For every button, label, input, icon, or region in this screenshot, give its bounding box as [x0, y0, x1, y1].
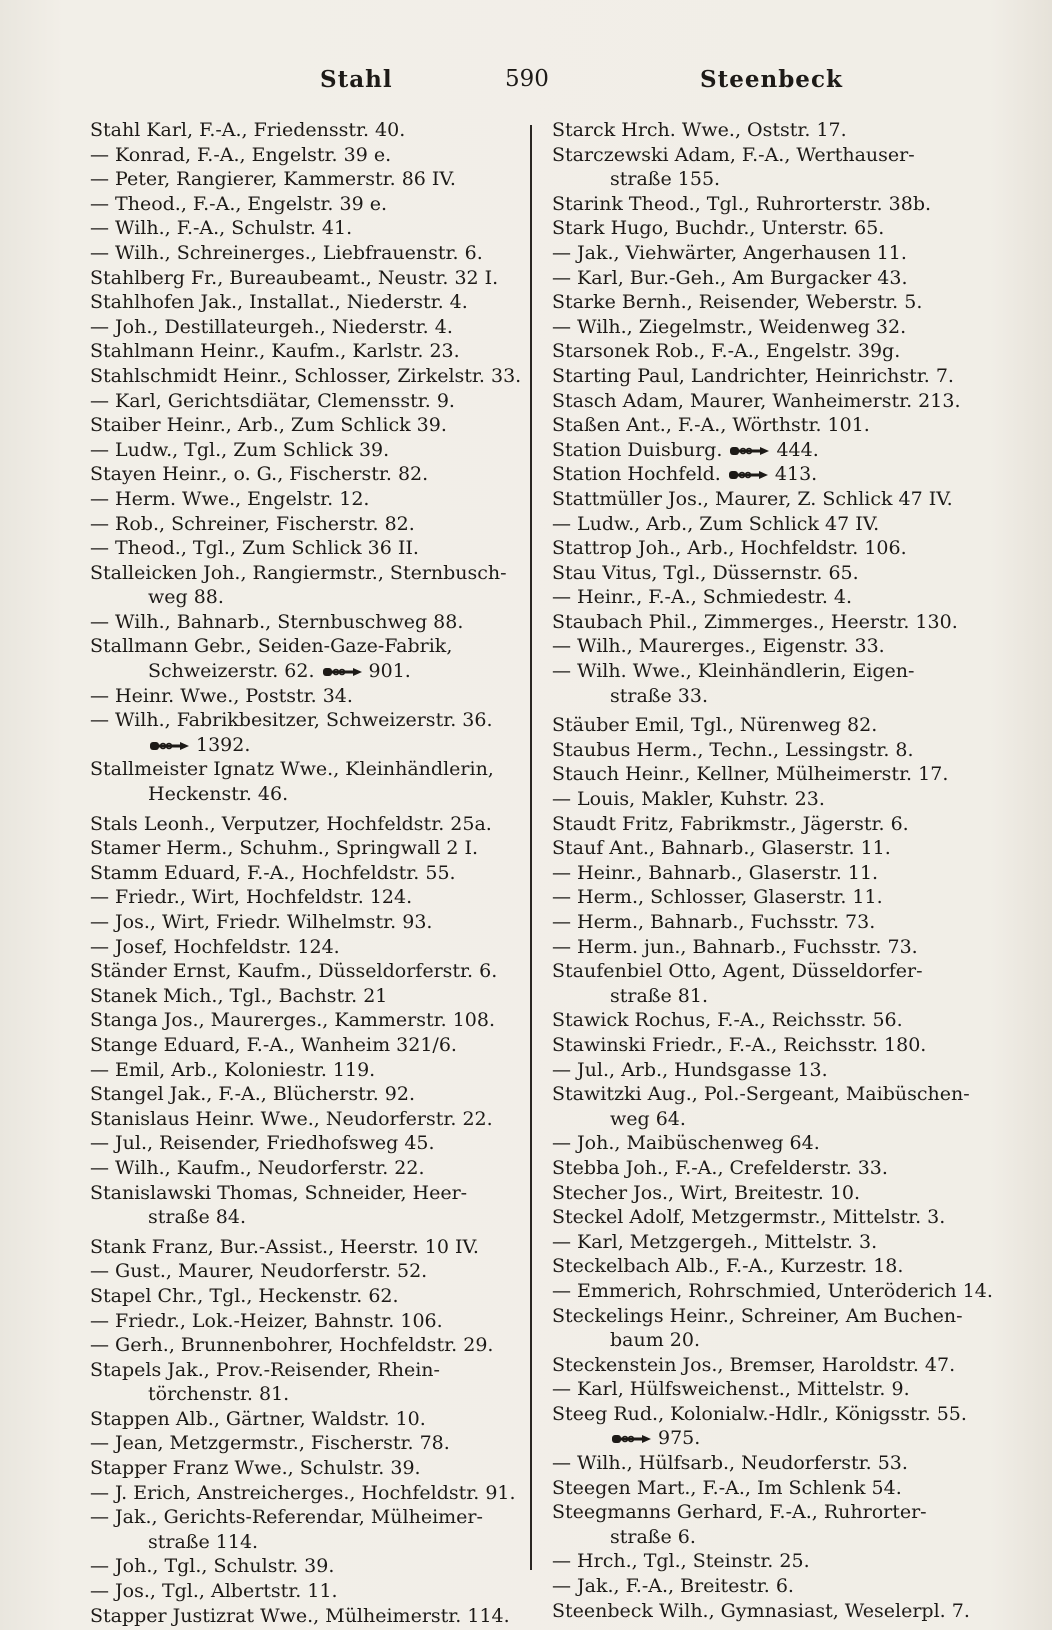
- telephone-icon: [729, 469, 769, 481]
- entry-text: Steegen Mart., F.-A., Im Schlenk 54.: [552, 1476, 902, 1499]
- entry-text: — Theod., F.-A., Engelstr. 39 e.: [90, 192, 387, 215]
- entry-text: Stattrop Joh., Arb., Hochfeldstr. 106.: [552, 537, 907, 560]
- directory-entry: [552, 143, 982, 192]
- entry-continuation: baum 20.: [610, 1329, 700, 1352]
- directory-entry: [552, 1549, 982, 1574]
- entry-text: Stappen Alb., Gärtner, Waldstr. 10.: [90, 1407, 426, 1430]
- telephone-number: 444.: [776, 438, 819, 461]
- directory-entry: [552, 462, 982, 487]
- directory-entry: [90, 1481, 516, 1506]
- entry-text: — Heinr., F.-A., Schmiedestr. 4.: [552, 586, 853, 609]
- entry-text: Starck Hrch. Wwe., Oststr. 17.: [552, 119, 847, 141]
- entry-text: — Hrch., Tgl., Steinstr. 25.: [552, 1550, 810, 1573]
- directory-entry: [552, 413, 982, 438]
- directory-entry: [552, 738, 982, 763]
- directory-entry: [90, 1604, 510, 1629]
- entry-continuation: Heckenstr. 46.: [148, 783, 289, 806]
- directory-entry: [552, 266, 982, 291]
- page-number: 590: [505, 66, 549, 92]
- entry-text: — Wilh., Hülfsarb., Neudorferstr. 53.: [552, 1452, 908, 1475]
- directory-entry: [552, 762, 982, 787]
- entry-text: — Wilh., Schreinerges., Liebfrauenstr. 6.: [90, 241, 483, 264]
- directory-entry: [552, 561, 982, 586]
- entry-text: — Jos., Wirt, Friedr. Wilhelmstr. 93.: [90, 911, 433, 933]
- directory-entry: [90, 959, 510, 984]
- entry-text: — Emil, Arb., Koloniestr. 119.: [90, 1058, 376, 1081]
- directory-entry: [552, 1353, 982, 1378]
- entry-continuation: straße 84.: [148, 1206, 246, 1229]
- entry-text: Steckel Adolf, Metzgermstr., Mittelstr. 3.: [552, 1206, 946, 1229]
- directory-entry: [90, 1358, 510, 1407]
- directory-entry: [90, 536, 510, 561]
- entry-text: — Joh., Tgl., Schulstr. 39.: [90, 1555, 335, 1578]
- directory-entry: [90, 935, 510, 960]
- entry-text: — Emmerich, Rohrschmied, Unteröderich 14.: [552, 1279, 993, 1302]
- directory-entry: [90, 1456, 510, 1481]
- directory-entry: [90, 1407, 510, 1432]
- entry-text: Staudt Fritz, Fabrikmstr., Jägerstr. 6.: [552, 812, 909, 835]
- directory-entry: [552, 610, 982, 635]
- entry-text: — Karl, Gerichtsdiätar, Clemensstr. 9.: [90, 389, 455, 412]
- entry-text: Stahlschmidt Heinr., Schlosser, Zirkelstr. 33.: [90, 364, 522, 387]
- directory-entry: [90, 364, 522, 389]
- entry-text: Stecher Jos., Wirt, Breitestr. 10.: [552, 1181, 861, 1204]
- directory-entry: [90, 910, 510, 935]
- entry-text: Ständer Ernst, Kaufm., Düsseldorferstr. 6.: [90, 960, 498, 983]
- entry-continuation: straße 81.: [610, 984, 708, 1007]
- left-column: [90, 118, 522, 1628]
- directory-entry: [90, 1431, 510, 1456]
- directory-entry: [552, 118, 982, 143]
- telephone-line: [90, 733, 510, 758]
- directory-entry: [552, 290, 982, 315]
- entry-text: — Karl, Metzgergeh., Mittelstr. 3.: [552, 1230, 878, 1253]
- directory-entry: [90, 487, 510, 512]
- directory-entry: [552, 585, 982, 610]
- entry-text: Staubach Phil., Zimmerges., Heerstr. 130.: [552, 610, 958, 633]
- entry-text: Stebba Joh., F.-A., Crefelderstr. 33.: [552, 1156, 888, 1179]
- entry-text: Stanek Mich., Tgl., Bachstr. 21: [90, 984, 388, 1007]
- entry-text: Stahlmann Heinr., Kaufm., Karlstr. 23.: [90, 340, 460, 363]
- page-header: [90, 66, 980, 100]
- directory-entry: [90, 315, 510, 340]
- directory-entry: [90, 1008, 510, 1033]
- entry-text: — Friedr., Wirt, Hochfeldstr. 124.: [90, 886, 413, 909]
- entry-text: — Peter, Rangierer, Kammerstr. 86 IV.: [90, 168, 456, 191]
- entry-text: — Joh., Destillateurgeh., Niederstr. 4.: [90, 315, 453, 338]
- entry-text: Stawitzki Aug., Pol.-Sergeant, Maibüschen-: [552, 1083, 970, 1106]
- entry-text: Steeg Rud., Kolonialw.-Hdlr., Königsstr. 55.: [552, 1402, 967, 1425]
- directory-entry: [90, 561, 510, 610]
- directory-entry: [90, 1579, 510, 1604]
- directory-entry: [552, 861, 982, 886]
- entry-continuation: weg 88.: [148, 586, 224, 609]
- directory-entry: [552, 959, 982, 1008]
- entry-text: — Wilh., Maurerges., Eigenstr. 33.: [552, 635, 885, 658]
- directory-entry: [90, 462, 510, 487]
- entry-text: Stattmüller Jos., Maurer, Z. Schlick 47 IV.: [552, 487, 953, 510]
- entry-text: — Josef, Hochfeldstr. 124.: [90, 935, 340, 958]
- directory-entry: [552, 1304, 982, 1353]
- directory-entry: [552, 1599, 982, 1624]
- telephone-icon: [323, 666, 363, 678]
- entry-text: Stamm Eduard, F.-A., Hochfeldstr. 55.: [90, 861, 456, 884]
- directory-entry: [90, 1156, 510, 1181]
- directory-entry: [552, 910, 982, 935]
- entry-text: Stasch Adam, Maurer, Wanheimerstr. 213.: [552, 389, 961, 412]
- entry-text: — Karl, Bur.-Geh., Am Burgacker 43.: [552, 266, 908, 289]
- entry-text: — Wilh., Bahnarb., Sternbuschweg 88.: [90, 610, 464, 633]
- directory-entry: [552, 1058, 982, 1083]
- entry-text: — Friedr., Lok.-Heizer, Bahnstr. 106.: [90, 1309, 443, 1332]
- entry-text: Stallmeister Ignatz Wwe., Kleinhändlerin,: [90, 758, 494, 781]
- directory-entry: [90, 684, 510, 709]
- directory-entry: [552, 339, 982, 364]
- directory-entry: [552, 1279, 993, 1304]
- entry-text: — J. Erich, Anstreicherges., Hochfeldstr. 91.: [90, 1481, 516, 1504]
- entry-text: Staßen Ant., F.-A., Wörthstr. 101.: [552, 414, 870, 437]
- header-last-entry: Steenbeck: [700, 66, 843, 93]
- directory-entry: [552, 1008, 982, 1033]
- directory-entry: [552, 1402, 982, 1451]
- entry-text: — Konrad, F.-A., Engelstr. 39 e.: [90, 143, 392, 166]
- header-first-entry: Stahl: [320, 66, 393, 93]
- entry-text: Stapper Justizrat Wwe., Mülheimerstr. 114.: [90, 1604, 510, 1627]
- directory-entry: [90, 708, 510, 757]
- directory-entry: [552, 1476, 982, 1501]
- entry-text: — Jul., Reisender, Friedhofsweg 45.: [90, 1132, 435, 1155]
- directory-entry: [552, 536, 982, 561]
- directory-entry: [90, 1284, 510, 1309]
- entry-text: Stank Franz, Bur.-Assist., Heerstr. 10 IV.: [90, 1235, 479, 1258]
- directory-entry: [552, 364, 982, 389]
- directory-entry: [90, 610, 510, 635]
- directory-entry: [90, 1082, 510, 1107]
- entry-text: Starink Theod., Tgl., Ruhrorterstr. 38b.: [552, 192, 932, 215]
- entry-text: Steckelings Heinr., Schreiner, Am Buchen-: [552, 1304, 963, 1327]
- entry-continuation: straße 155.: [610, 168, 721, 191]
- directory-entry: [552, 713, 982, 738]
- entry-text: — Wilh., Kaufm., Neudorferstr. 22.: [90, 1156, 425, 1179]
- entry-text: Starting Paul, Landrichter, Heinrichstr. 7.: [552, 364, 954, 387]
- directory-entry: [90, 118, 510, 143]
- directory-entry: [90, 1131, 510, 1156]
- entry-text: — Wilh., F.-A., Schulstr. 41.: [90, 217, 353, 240]
- entry-text: — Rob., Schreiner, Fischerstr. 82.: [90, 512, 415, 535]
- directory-entry: [552, 836, 982, 861]
- directory-entry: [552, 1181, 982, 1206]
- entry-text: — Karl, Hülfsweichenst., Mittelstr. 9.: [552, 1378, 910, 1401]
- entry-continuation: straße 33.: [610, 684, 708, 707]
- entry-text: Stanislawski Thomas, Schneider, Heer-: [90, 1181, 468, 1204]
- entry-text: — Herm. Wwe., Engelstr. 12.: [90, 487, 370, 510]
- entry-text: — Wilh., Ziegelmstr., Weidenweg 32.: [552, 315, 907, 338]
- directory-entry: [90, 167, 510, 192]
- directory-entry: [552, 1156, 982, 1181]
- entry-text: — Ludw., Tgl., Zum Schlick 39.: [90, 438, 390, 461]
- entry-text: Steenbeck Wilh., Gymnasiast, Weselerpl. 7.: [552, 1599, 970, 1622]
- entry-continuation: straße 114.: [148, 1530, 259, 1553]
- directory-entry: [90, 216, 510, 241]
- entry-text: Steegmanns Gerhard, F.-A., Ruhrorter-: [552, 1501, 927, 1524]
- entry-text: Stahl Karl, F.-A., Friedensstr. 40.: [90, 119, 406, 141]
- directory-entry: [552, 438, 982, 463]
- directory-entry: [90, 1333, 510, 1358]
- telephone-icon: [612, 1433, 652, 1445]
- telephone-number: 413.: [774, 463, 818, 486]
- directory-entry: [552, 315, 982, 340]
- entry-text: Stark Hugo, Buchdr., Unterstr. 65.: [552, 217, 885, 240]
- directory-entry: [552, 1033, 982, 1058]
- directory-entry: [90, 1309, 510, 1334]
- directory-entry: [90, 290, 510, 315]
- entry-text: Stanislaus Heinr. Wwe., Neudorferstr. 22.: [90, 1107, 493, 1130]
- entry-text: — Heinr., Bahnarb., Glaserstr. 11.: [552, 861, 879, 884]
- directory-entry: [552, 389, 982, 414]
- telephone-icon: [730, 445, 770, 457]
- entry-text: Starke Bernh., Reisender, Weberstr. 5.: [552, 291, 923, 314]
- directory-entry: [90, 861, 510, 886]
- directory-entry: [552, 216, 982, 241]
- directory-entry: [90, 438, 510, 463]
- directory-entry: [90, 143, 510, 168]
- entry-text: Stalleicken Joh., Rangiermstr., Sternbusch-: [90, 561, 507, 584]
- entry-text: — Gerh., Brunnenbohrer, Hochfeldstr. 29.: [90, 1334, 494, 1357]
- directory-entry: [552, 1377, 982, 1402]
- directory-entry: [552, 1500, 982, 1549]
- directory-entry: [552, 659, 982, 708]
- directory-entry: [552, 241, 982, 266]
- entry-text: Stauch Heinr., Kellner, Mülheimerstr. 17.: [552, 763, 949, 786]
- directory-entry: [90, 1181, 510, 1230]
- entry-text: Stahlberg Fr., Bureaubeamt., Neustr. 32 I.: [90, 266, 499, 289]
- directory-entry: [552, 1451, 982, 1476]
- directory-entry: [552, 1254, 982, 1279]
- entry-text: Staubus Herm., Techn., Lessingstr. 8.: [552, 738, 914, 761]
- directory-entry: [552, 885, 982, 910]
- entry-text: Stauf Ant., Bahnarb., Glaserstr. 11.: [552, 837, 891, 860]
- entry-text: Stau Vitus, Tgl., Düssernstr. 65.: [552, 561, 859, 584]
- directory-entry: [90, 413, 510, 438]
- entry-text: Staufenbiel Otto, Agent, Düsseldorfer-: [552, 960, 923, 983]
- entry-text: Stanga Jos., Maurerges., Kammerstr. 108.: [90, 1009, 496, 1032]
- directory-entry: [552, 512, 982, 537]
- entry-continuation: Schweizerstr. 62. 901.: [148, 660, 411, 683]
- directory-entry: [90, 984, 510, 1009]
- directory-entry: [552, 1131, 982, 1156]
- entry-text: Stals Leonh., Verputzer, Hochfeldstr. 25a.: [90, 812, 492, 835]
- telephone-number: 1392.: [196, 733, 251, 756]
- directory-entry: [552, 787, 982, 812]
- directory-entry: [552, 812, 982, 837]
- directory-entry: [90, 812, 510, 837]
- telephone-icon: [150, 740, 190, 752]
- directory-entry: [90, 1058, 510, 1083]
- entry-text: — Heinr. Wwe., Poststr. 34.: [90, 684, 353, 707]
- entry-text: — Ludw., Arb., Zum Schlick 47 IV.: [552, 512, 880, 535]
- directory-entry: [90, 757, 510, 806]
- entry-continuation: straße 6.: [610, 1525, 696, 1548]
- entry-text: — Jak., Viehwärter, Angerhausen 11.: [552, 241, 907, 264]
- directory-entry: [90, 512, 510, 537]
- column-divider: [530, 125, 532, 1570]
- right-column: [552, 118, 993, 1623]
- entry-continuation: weg 64.: [610, 1107, 686, 1130]
- entry-text: — Wilh., Fabrikbesitzer, Schweizerstr. 36.: [90, 709, 493, 732]
- entry-text: — Herm. jun., Bahnarb., Fuchsstr. 73.: [552, 935, 918, 958]
- entry-text: — Jak., F.-A., Breitestr. 6.: [552, 1575, 794, 1598]
- entry-text: Stallmann Gebr., Seiden-Gaze-Fabrik,: [90, 635, 453, 658]
- directory-entry: [552, 634, 982, 659]
- entry-text: Stayen Heinr., o. G., Fischerstr. 82.: [90, 463, 429, 486]
- directory-entry: [90, 634, 510, 683]
- directory-entry: [90, 1259, 510, 1284]
- entry-text: Stawick Rochus, F.-A., Reichsstr. 56.: [552, 1009, 903, 1032]
- directory-entry: [552, 1230, 982, 1255]
- entry-text: Station Duisburg. 444.: [552, 438, 819, 461]
- entry-text: Stamer Herm., Schuhm., Springwall 2 I.: [90, 837, 479, 860]
- entry-text: Stahlhofen Jak., Installat., Niederstr. 4.: [90, 291, 468, 314]
- directory-entry: [552, 192, 982, 217]
- directory-entry: [552, 487, 982, 512]
- entry-text: — Herm., Bahnarb., Fuchsstr. 73.: [552, 911, 876, 933]
- entry-text: — Jul., Arb., Hundsgasse 13.: [552, 1058, 828, 1081]
- directory-entry: [90, 192, 510, 217]
- entry-text: — Theod., Tgl., Zum Schlick 36 II.: [90, 537, 419, 560]
- entry-text: Stawinski Friedr., F.-A., Reichsstr. 180.: [552, 1033, 927, 1056]
- entry-text: — Herm., Schlosser, Glaserstr. 11.: [552, 886, 883, 909]
- entry-text: Stäuber Emil, Tgl., Nürenweg 82.: [552, 714, 878, 737]
- entry-text: Stange Eduard, F.-A., Wanheim 321/6.: [90, 1033, 457, 1056]
- entry-text: — Wilh. Wwe., Kleinhändlerin, Eigen-: [552, 660, 915, 683]
- entry-text: — Louis, Makler, Kuhstr. 23.: [552, 788, 825, 811]
- directory-entry: [90, 1554, 510, 1579]
- telephone-number: 901.: [368, 660, 411, 683]
- directory-entry: [552, 1205, 982, 1230]
- directory-entry: [90, 836, 510, 861]
- entry-text: — Joh., Maibüschenweg 64.: [552, 1132, 820, 1155]
- entry-text: Steckelbach Alb., F.-A., Kurzestr. 18.: [552, 1255, 904, 1278]
- entry-text: — Jean, Metzgermstr., Fischerstr. 78.: [90, 1432, 450, 1455]
- entry-text: — Jak., Gerichts-Referendar, Mülheimer-: [90, 1506, 483, 1529]
- directory-entry: [90, 1033, 510, 1058]
- directory-entry: [90, 1235, 510, 1260]
- entry-text: Staiber Heinr., Arb., Zum Schlick 39.: [90, 414, 447, 437]
- directory-entry: [90, 1505, 510, 1554]
- entry-continuation: törchenstr. 81.: [148, 1383, 290, 1406]
- directory-entry: [552, 1574, 982, 1599]
- directory-entry: [552, 1082, 982, 1131]
- entry-text: Starsonek Rob., F.-A., Engelstr. 39g.: [552, 340, 901, 363]
- entry-text: Starczewski Adam, F.-A., Werthauser-: [552, 143, 915, 166]
- entry-text: — Gust., Maurer, Neudorferstr. 52.: [90, 1260, 428, 1283]
- entry-text: Stangel Jak., F.-A., Blücherstr. 92.: [90, 1083, 415, 1106]
- directory-entry: [90, 885, 510, 910]
- directory-entry: [90, 389, 510, 414]
- entry-text: Stapel Chr., Tgl., Heckenstr. 62.: [90, 1284, 399, 1307]
- directory-entry: [90, 339, 510, 364]
- telephone-line: [552, 1426, 982, 1451]
- directory-entry: [90, 266, 510, 291]
- directory-entry: [90, 1107, 510, 1132]
- entry-text: Steckenstein Jos., Bremser, Haroldstr. 47.: [552, 1353, 956, 1376]
- entry-text: Stapper Franz Wwe., Schulstr. 39.: [90, 1457, 421, 1480]
- entry-text: — Jos., Tgl., Albertstr. 11.: [90, 1580, 338, 1603]
- entry-text: Station Hochfeld. 413.: [552, 463, 818, 486]
- directory-entry: [90, 241, 510, 266]
- directory-entry: [552, 935, 982, 960]
- entry-text: Stapels Jak., Prov.-Reisender, Rhein-: [90, 1358, 440, 1381]
- telephone-number: 975.: [658, 1427, 701, 1450]
